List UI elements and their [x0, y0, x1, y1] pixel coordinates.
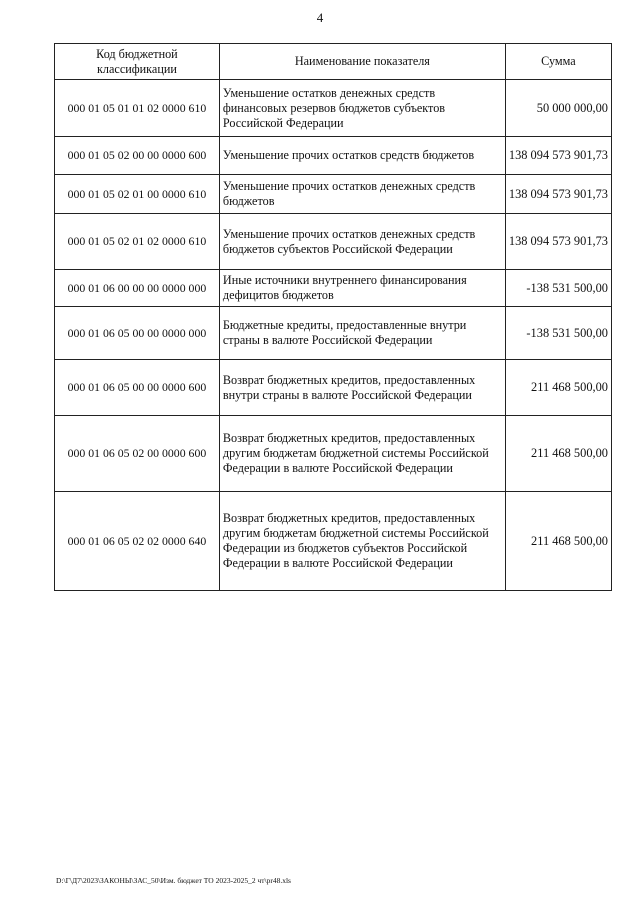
row-name: Возврат бюджетных кредитов, предоставленных внутри страны в валюте Российской Федерации — [219, 360, 505, 416]
table-row — [55, 80, 612, 137]
row-sum: -138 531 500,00 — [505, 270, 611, 307]
table-row — [55, 175, 612, 214]
row-code: 000 01 05 02 00 00 0000 600 — [55, 137, 220, 175]
table-row — [55, 214, 612, 270]
row-sum: 211 468 500,00 — [505, 416, 611, 492]
row-name: Иные источники внутреннего финансирования дефицитов бюджетов — [219, 270, 505, 307]
row-code: 000 01 05 01 01 02 0000 610 — [55, 80, 220, 137]
row-code: 000 01 06 05 00 00 0000 000 — [55, 307, 220, 360]
row-name: Бюджетные кредиты, предоставленные внутри страны в валюте Российской Федерации — [219, 307, 505, 360]
row-name: Возврат бюджетных кредитов, предоставленных другим бюджетам бюджетной системы Российской Федерации из бюджетов субъектов Российской Федерации в валюте Российской Федерации — [219, 492, 505, 591]
row-sum: 50 000 000,00 — [505, 80, 611, 137]
table-row — [55, 416, 612, 492]
row-code: 000 01 06 05 02 02 0000 640 — [55, 492, 220, 591]
row-name: Уменьшение прочих остатков денежных средств бюджетов — [219, 175, 505, 214]
row-code: 000 01 06 05 00 00 0000 600 — [55, 360, 220, 416]
header-name: Наименование показателя — [219, 44, 505, 80]
row-code: 000 01 05 02 01 00 0000 610 — [55, 175, 220, 214]
row-sum: -138 531 500,00 — [505, 307, 611, 360]
row-code: 000 01 05 02 01 02 0000 610 — [55, 214, 220, 270]
row-name: Уменьшение прочих остатков средств бюджетов — [219, 137, 505, 175]
table-row — [55, 307, 612, 360]
row-sum: 211 468 500,00 — [505, 360, 611, 416]
row-name: Уменьшение остатков денежных средств финансовых резервов бюджетов субъектов Российской Федерации — [219, 80, 505, 137]
row-name: Возврат бюджетных кредитов, предоставленных другим бюджетам бюджетной системы Российской Федерации в валюте Российской Федерации — [219, 416, 505, 492]
footer-file-path: D:\Г\Д7\2023\ЗАКОНЫ\ЗАС_50\Изм. бюджет ТО 2023-2025_2 чт\pr48.xls — [56, 876, 291, 885]
row-sum: 211 468 500,00 — [505, 492, 611, 591]
page-number: 4 — [316, 10, 324, 25]
row-sum: 138 094 573 901,73 — [505, 214, 611, 270]
row-code: 000 01 06 05 02 00 0000 600 — [55, 416, 220, 492]
table-row — [55, 492, 612, 591]
row-sum: 138 094 573 901,73 — [505, 175, 611, 214]
row-name: Уменьшение прочих остатков денежных средств бюджетов субъектов Российской Федерации — [219, 214, 505, 270]
header-sum: Сумма — [505, 44, 611, 80]
row-sum: 138 094 573 901,73 — [505, 137, 611, 175]
row-code: 000 01 06 00 00 00 0000 000 — [55, 270, 220, 307]
header-code: Код бюджетной классификации — [55, 44, 220, 80]
table-row — [55, 360, 612, 416]
table-row — [55, 270, 612, 307]
budget-table — [54, 43, 612, 591]
table-header-row — [55, 44, 612, 80]
table-row — [55, 137, 612, 175]
